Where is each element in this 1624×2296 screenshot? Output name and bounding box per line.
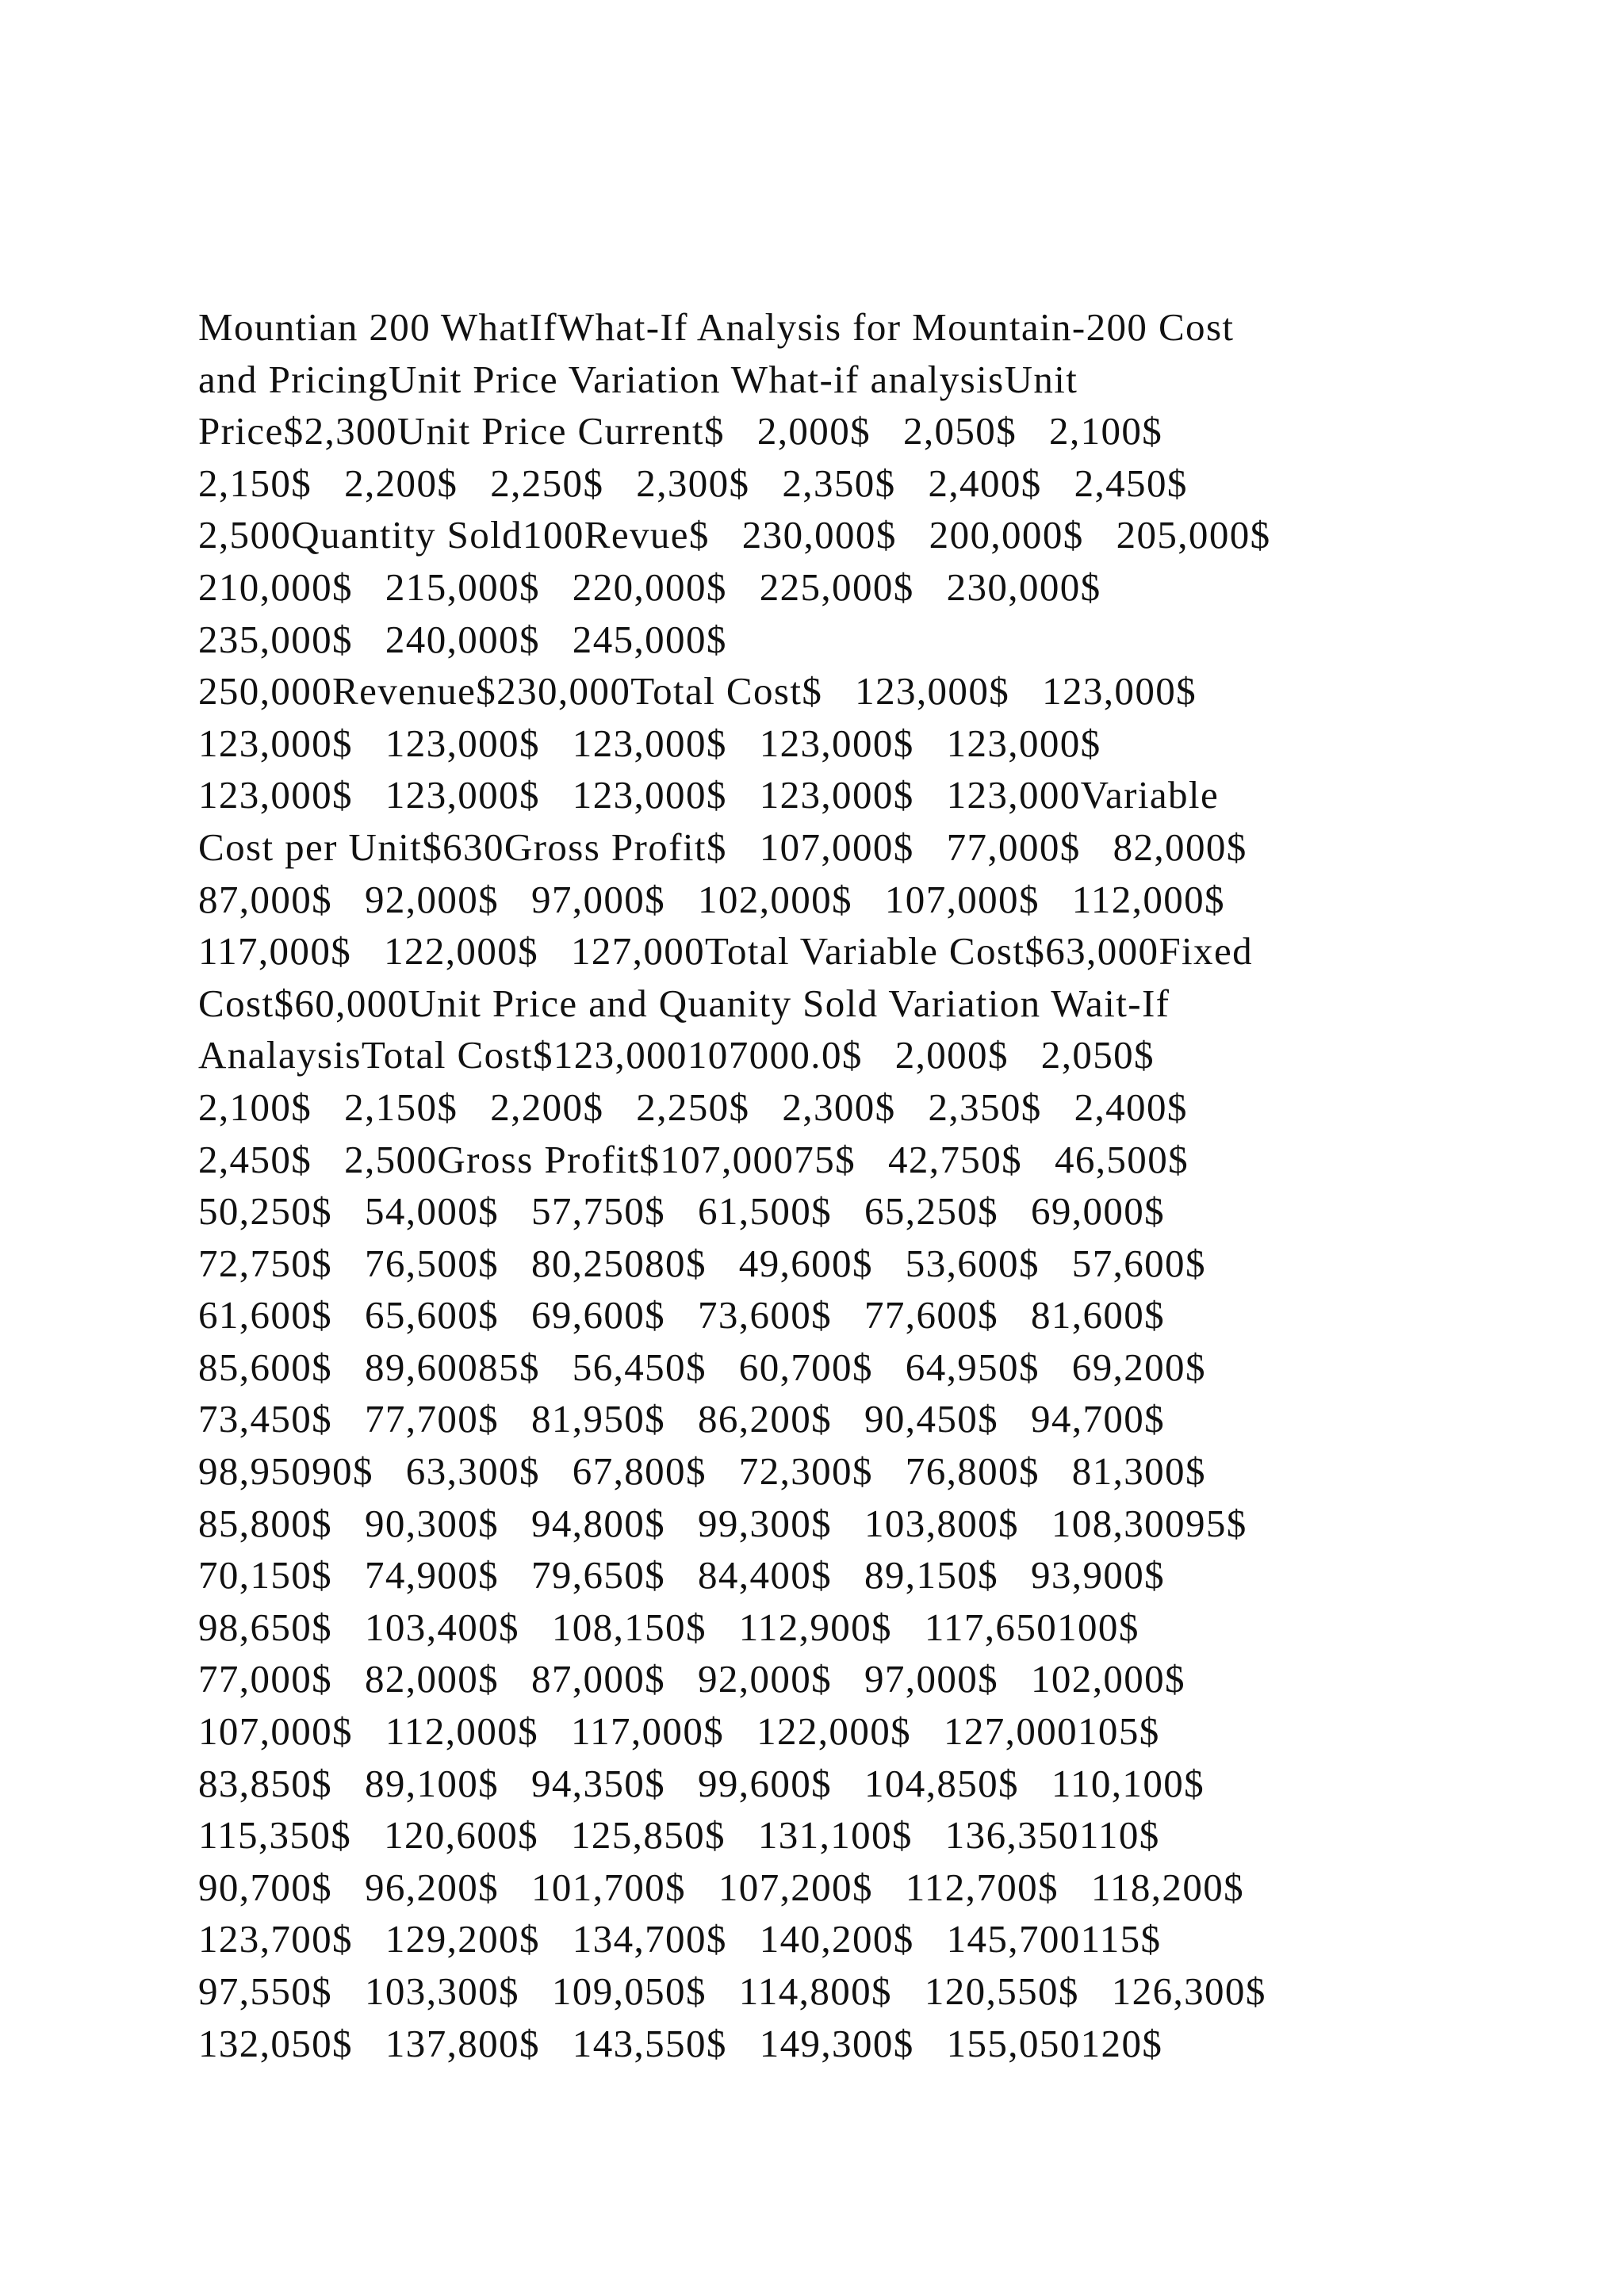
text-line: Price$2,300Unit Price Current$ 2,000$ 2,050$ 2,100$ bbox=[198, 409, 1163, 453]
document-body bbox=[198, 301, 1435, 2069]
text-line: 61,600$ 65,600$ 69,600$ 73,600$ 77,600$ 81,600$ bbox=[198, 1293, 1166, 1337]
text-line: and PricingUnit Price Variation What-if analysisUnit bbox=[198, 357, 1078, 401]
text-line: 235,000$ 240,000$ 245,000$ bbox=[198, 617, 727, 661]
text-line: 98,650$ 103,400$ 108,150$ 112,900$ 117,650100$ bbox=[198, 1605, 1139, 1649]
text-line: 87,000$ 92,000$ 97,000$ 102,000$ 107,000$ 112,000$ bbox=[198, 877, 1225, 921]
text-line: 73,450$ 77,700$ 81,950$ 86,200$ 90,450$ 94,700$ bbox=[198, 1397, 1166, 1441]
text-line: 90,700$ 96,200$ 101,700$ 107,200$ 112,700$ 118,200$ bbox=[198, 1865, 1245, 1909]
text-line: 250,000Revenue$230,000Total Cost$ 123,000$ 123,000$ bbox=[198, 669, 1197, 714]
text-line: 117,000$ 122,000$ 127,000Total Variable Cost$63,000Fixed bbox=[198, 929, 1254, 974]
text-line: Cost$60,000Unit Price and Quanity Sold Variation Wait-If bbox=[198, 981, 1170, 1025]
text-line: 85,800$ 90,300$ 94,800$ 99,300$ 103,800$ 108,30095$ bbox=[198, 1501, 1247, 1545]
text-line: 132,050$ 137,800$ 143,550$ 149,300$ 155,050120$ bbox=[198, 2021, 1163, 2065]
text-line: AnalaysisTotal Cost$123,000107000.0$ 2,000$ 2,050$ bbox=[198, 1033, 1155, 1077]
text-line: 72,750$ 76,500$ 80,25080$ 49,600$ 53,600$ 57,600$ bbox=[198, 1241, 1206, 1285]
text-line: 85,600$ 89,60085$ 56,450$ 60,700$ 64,950$ 69,200$ bbox=[198, 1345, 1206, 1389]
text-line: 123,700$ 129,200$ 134,700$ 140,200$ 145,700115$ bbox=[198, 1917, 1162, 1961]
text-line: 2,100$ 2,150$ 2,200$ 2,250$ 2,300$ 2,350$ 2,400$ bbox=[198, 1085, 1188, 1129]
text-line: 50,250$ 54,000$ 57,750$ 61,500$ 65,250$ 69,000$ bbox=[198, 1189, 1166, 1234]
text-line: 2,150$ 2,200$ 2,250$ 2,300$ 2,350$ 2,400$ 2,450$ bbox=[198, 461, 1188, 505]
text-line: 107,000$ 112,000$ 117,000$ 122,000$ 127,000105$ bbox=[198, 1709, 1160, 1754]
text-line: 98,95090$ 63,300$ 67,800$ 72,300$ 76,800$ 81,300$ bbox=[198, 1449, 1206, 1494]
text-line: 70,150$ 74,900$ 79,650$ 84,400$ 89,150$ 93,900$ bbox=[198, 1553, 1166, 1598]
text-line: 77,000$ 82,000$ 87,000$ 92,000$ 97,000$ 102,000$ bbox=[198, 1657, 1185, 1701]
text-line: 2,500Quantity Sold100Revue$ 230,000$ 200,000$ 205,000$ bbox=[198, 513, 1271, 557]
text-line: 123,000$ 123,000$ 123,000$ 123,000$ 123,000$ bbox=[198, 721, 1101, 765]
text-line: 123,000$ 123,000$ 123,000$ 123,000$ 123,000Variable bbox=[198, 773, 1220, 817]
text-line: Mountian 200 WhatIfWhat-If Analysis for Mountain-200 Cost bbox=[198, 305, 1235, 349]
text-line: 97,550$ 103,300$ 109,050$ 114,800$ 120,550$ 126,300$ bbox=[198, 1969, 1266, 2013]
text-line: 210,000$ 215,000$ 220,000$ 225,000$ 230,000$ bbox=[198, 564, 1101, 609]
text-line: Cost per Unit$630Gross Profit$ 107,000$ 77,000$ 82,000$ bbox=[198, 825, 1247, 869]
text-line: 2,450$ 2,500Gross Profit$107,00075$ 42,750$ 46,500$ bbox=[198, 1137, 1189, 1181]
text-line: 115,350$ 120,600$ 125,850$ 131,100$ 136,350110$ bbox=[198, 1813, 1160, 1858]
text-line: 83,850$ 89,100$ 94,350$ 99,600$ 104,850$ 110,100$ bbox=[198, 1761, 1205, 1805]
